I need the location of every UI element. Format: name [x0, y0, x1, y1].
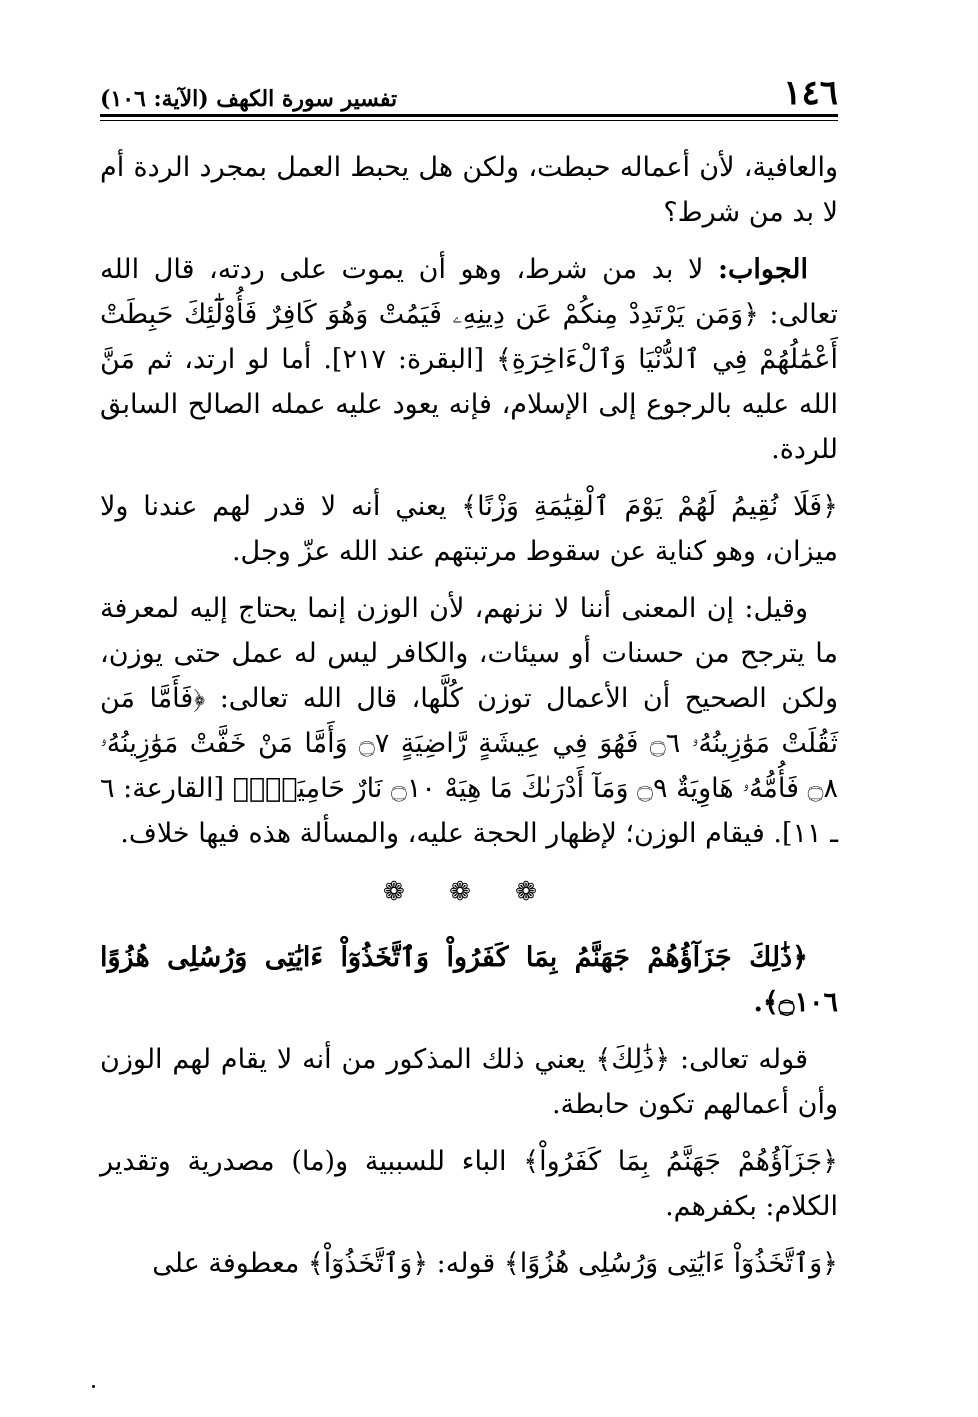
- paragraph-6: ﴿جَزَآؤُهُمْ جَهَنَّمُ بِمَا كَفَرُواْ﴾ الباء للسببية و(ما) مصدرية وتقدير الكلام: بكفرهم.: [100, 1146, 838, 1222]
- paragraph-2: [100, 247, 838, 472]
- running-header: [100, 60, 838, 117]
- answer-label: الجواب:: [718, 254, 808, 285]
- book-page: [100, 60, 838, 1360]
- answer-text: لا بد من شرط، وهو أن يموت على ردته، قال الله تعالى: ﴿وَمَن يَرْتَدِدْ مِنكُمْ عَن دِينِهِۦ فَيَمُتْ وَهُوَ كَافِرٌ فَأُوْلَٰٓئِكَ حَبِطَتْ أَعْمَٰلُهُمْ فِي ٱلدُّنْيَا وَٱلْءَاخِرَةِ﴾ [البقرة: ٢١٧]. أما لو ارتد، ثم مَنَّ الله عليه بالرجوع إلى الإسلام، فإنه يعود عليه عمله الصالح السابق للردة.: [100, 254, 838, 465]
- page-body: [100, 145, 838, 1286]
- paragraph-3: ﴿فَلَا نُقِيمُ لَهُمْ يَوْمَ ٱلْقِيَٰمَةِ وَزْنًا﴾ يعني أنه لا قدر لهم عندنا ولا ميزان، وهو كناية عن سقوط مرتبتهم عند الله عزّ وجل.: [100, 491, 838, 567]
- paragraph-5: قوله تعالى: ﴿ذَٰلِكَ﴾ يعني ذلك المذكور من أنه لا يقام لهم الوزن وأن أعمالهم تكون حابطة.: [100, 1044, 838, 1120]
- page-number: ١٤٦: [783, 73, 838, 113]
- section-separator: ❁ ❁ ❁: [383, 877, 555, 907]
- verse-heading: ﴿ذَٰلِكَ جَزَآؤُهُمْ جَهَنَّمُ بِمَا كَفَرُواْ وَٱتَّخَذُوٓاْ ءَايَٰتِى وَرُسُلِى هُزُوًا ۝١٠٦﴾.: [100, 942, 838, 1018]
- scan-speck: [92, 1385, 95, 1388]
- header-title: تفسير سورة الكهف (الآية: ١٠٦): [100, 86, 398, 112]
- paragraph-4: وقيل: إن المعنى أننا لا نزنهم، لأن الوزن إنما يحتاج إليه لمعرفة ما يترجح من حسنات أو سيئات، والكافر ليس له عمل حتى يوزن، ولكن الصحيح أن الأعمال توزن كُلَّها، قال الله تعالى: ﴿فَأَمَّا مَن ثَقُلَتْ مَوَٰزِينُهُۥ ۝٦ فَهُوَ فِي عِيشَةٍ رَّاضِيَةٍ ۝٧ وَأَمَّا مَنْ خَفَّتْ مَوَٰزِينُهُۥ ۝٨ فَأُمُّهُۥ هَاوِيَةٌ ۝٩ وَمَآ أَدْرَىٰكَ مَا هِيَهْ ۝١٠ نَارٌ حَامِيَةٌۢ﴾ [القارعة: ٦ ـ ١١]. فيقام الوزن؛ لإظهار الحجة عليه، والمسألة هذه فيها خلاف.: [100, 593, 838, 849]
- paragraph-1: والعافية، لأن أعماله حبطت، ولكن هل يحبط العمل بمجرد الردة أم لا بد من شرط؟: [100, 152, 838, 228]
- paragraph-7: ﴿وَٱتَّخَذُوٓاْ ءَايَٰتِى وَرُسُلِى هُزُوًا﴾ قوله: ﴿وَٱتَّخَذُوٓاْ﴾ معطوفة على: [152, 1248, 838, 1279]
